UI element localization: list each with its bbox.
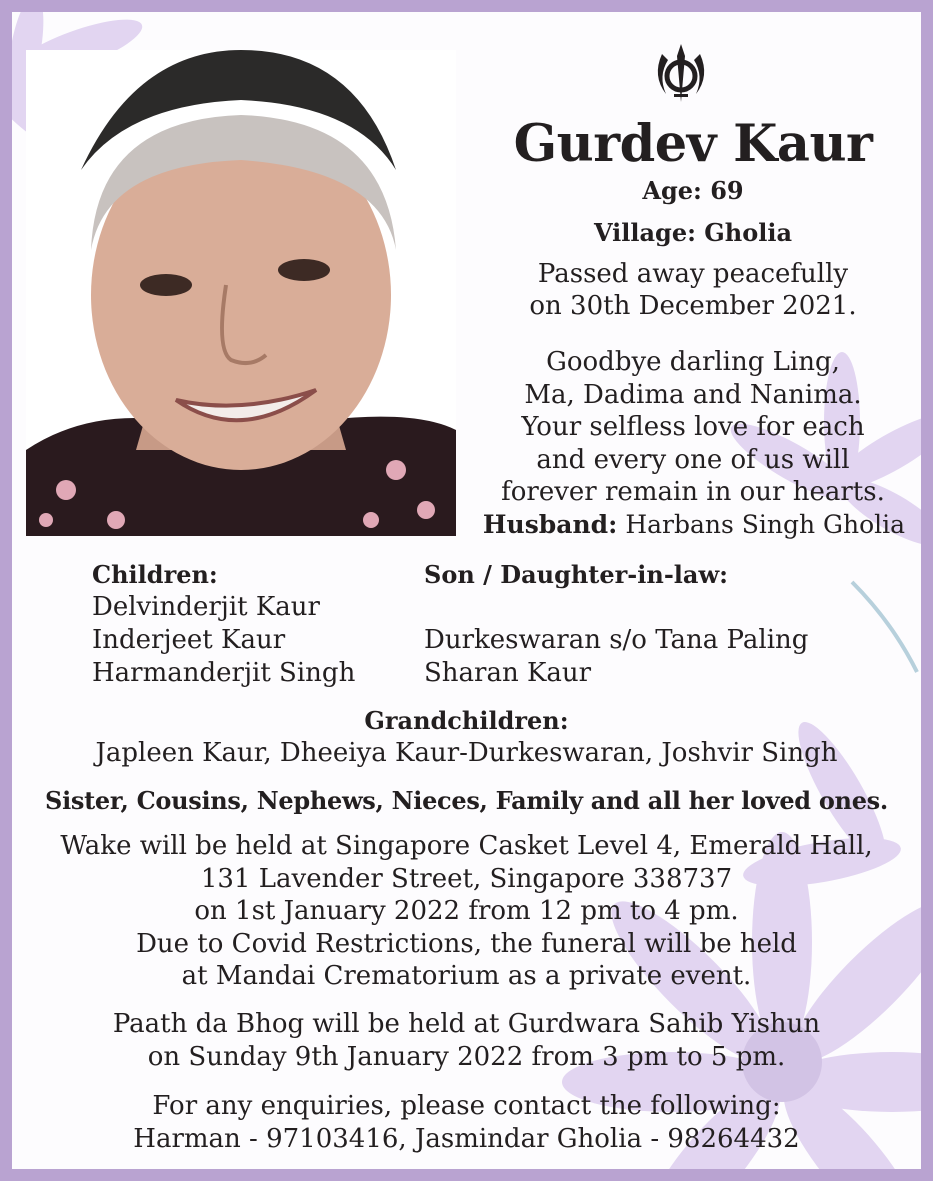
deceased-village: Village: Gholia (593, 218, 793, 247)
passed-line: on 30th December 2021. (529, 291, 857, 321)
grandchildren-heading: Grandchildren: (364, 706, 569, 735)
children-heading: Children: (92, 560, 218, 589)
wake-line: Due to Covid Restrictions, the funeral will be held (136, 928, 797, 959)
goodbye-line: Goodbye darling Ling, (546, 347, 840, 377)
passed-away-text (458, 258, 928, 322)
child-name: Inderjeet Kaur (92, 625, 286, 655)
husband-label: Husband: (482, 510, 618, 539)
goodbye-message (458, 346, 928, 509)
goodbye-line: and every one of us will (536, 444, 850, 475)
inlaws-heading: Son / Daughter-in-law: (424, 560, 728, 589)
deceased-age: Age: 69 (642, 176, 744, 205)
wake-line: on 1st January 2022 from 12 pm to 4 pm. (194, 896, 739, 927)
paath-line: Paath da Bhog will be held at Gurdwara Sahib Yishun (112, 1009, 821, 1039)
paath-line: on Sunday 9th January 2022 from 3 pm to 5 pm. (147, 1041, 786, 1072)
husband-name: Harbans Singh Gholia (625, 510, 906, 539)
grandchildren-names: Japleen Kaur, Dheeiya Kaur-Durkeswaran, Joshvir Singh (95, 738, 838, 768)
inlaw-name: Sharan Kaur (424, 658, 592, 688)
children-list (92, 558, 355, 690)
husband-line (454, 510, 933, 539)
goodbye-line: Your selfless love for each (521, 412, 865, 442)
goodbye-line: forever remain in our hearts. (501, 477, 885, 507)
wake-line: 131 Lavender Street, Singapore 338737 (200, 863, 733, 894)
inlaw-name (424, 591, 808, 624)
inlaw-name: Durkeswaran s/o Tana Paling (424, 625, 809, 655)
child-name: Delvinderjit Kaur (92, 592, 320, 622)
portrait-photo (26, 50, 456, 536)
deceased-name: Gurdev Kaur (513, 114, 873, 174)
wake-line: at Mandai Crematorium as a private event. (181, 961, 752, 992)
wake-line: Wake will be held at Singapore Casket Level 4, Emerald Hall, (60, 831, 873, 861)
relatives-line: Sister, Cousins, Nephews, Nieces, Family and all her loved ones. (45, 786, 888, 815)
enquiry-contacts (12, 1090, 921, 1155)
wake-details (12, 830, 921, 993)
khanda-icon (652, 42, 710, 106)
paath-details (12, 1008, 921, 1073)
enquiry-line: Harman - 97103416, Jasmindar Gholia - 98264432 (133, 1123, 800, 1154)
inlaws-list (424, 558, 808, 690)
enquiry-line: For any enquiries, please contact the following: (152, 1091, 781, 1121)
passed-line: Passed away peacefully (537, 259, 849, 289)
goodbye-line: Ma, Dadima and Nanima. (524, 379, 862, 410)
child-name: Harmanderjit Singh (92, 658, 356, 688)
